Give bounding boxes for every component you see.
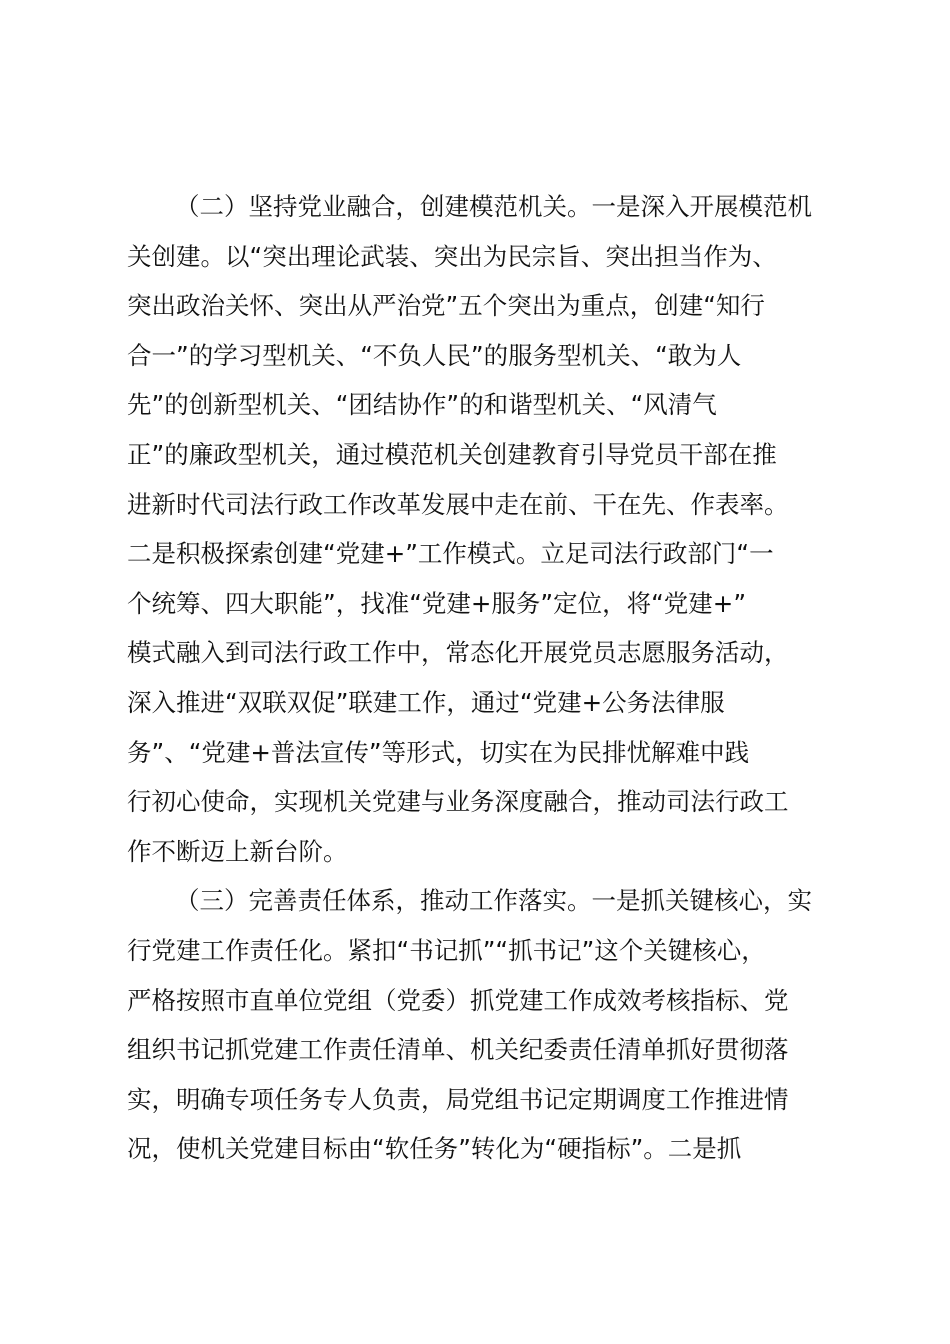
paragraph-first-line: （二）坚持党业融合，创建模范机关。一是深入开展模范机 xyxy=(175,192,812,221)
text-line: 合一”的学习型机关、“不负人民”的服务型机关、“敢为人 xyxy=(127,340,742,370)
text-line: 关创建。以“突出理论武装、突出为民宗旨、突出担当作为、 xyxy=(127,241,777,271)
paragraph-first-line: （三）完善责任体系，推动工作落实。一是抓关键核心，实 xyxy=(175,886,812,916)
text-line: 个统筹、四大职能”，找准“党建+服务”定位，将“党建+” xyxy=(127,588,747,618)
text-line: 进新时代司法行政工作改革发展中走在前、干在先、作表率。 xyxy=(127,489,789,519)
text-line: 组织书记抓党建工作责任清单、机关纪委责任清单抓好贯彻落 xyxy=(127,1035,789,1065)
text-line: 深入推进“双联双促”联建工作，通过“党建+公务法律服 xyxy=(127,687,725,717)
text-line: 二是积极探索创建“党建+”工作模式。立足司法行政部门“一 xyxy=(127,539,774,569)
text-line: 严格按照市直单位党组（党委）抓党建工作成效考核指标、党 xyxy=(127,985,789,1015)
document-body xyxy=(127,182,837,1174)
text-line: 正”的廉政型机关，通过模范机关创建教育引导党员干部在推 xyxy=(127,439,777,469)
text-line: 行初心使命，实现机关党建与业务深度融合，推动司法行政工 xyxy=(127,787,789,817)
text-line: 务”、“党建+普法宣传”等形式，切实在为民排忧解难中践 xyxy=(127,737,750,767)
text-line: 行党建工作责任化。紧扣“书记抓”“抓书记”这个关键核心， xyxy=(127,935,766,965)
text-line: 突出政治关怀、突出从严治党”五个突出为重点，创建“知行 xyxy=(127,291,765,321)
text-line: 作不断迈上新台阶。 xyxy=(127,836,348,866)
text-line: 先”的创新型机关、“团结协作”的和谐型机关、“风清气 xyxy=(127,390,717,420)
text-line: 模式融入到司法行政工作中，常态化开展党员志愿服务活动， xyxy=(127,638,789,668)
text-line: 况，使机关党建目标由“软任务”转化为“硬指标”。二是抓 xyxy=(127,1134,742,1164)
text-line: 实，明确专项任务专人负责，局党组书记定期调度工作推进情 xyxy=(127,1084,789,1114)
